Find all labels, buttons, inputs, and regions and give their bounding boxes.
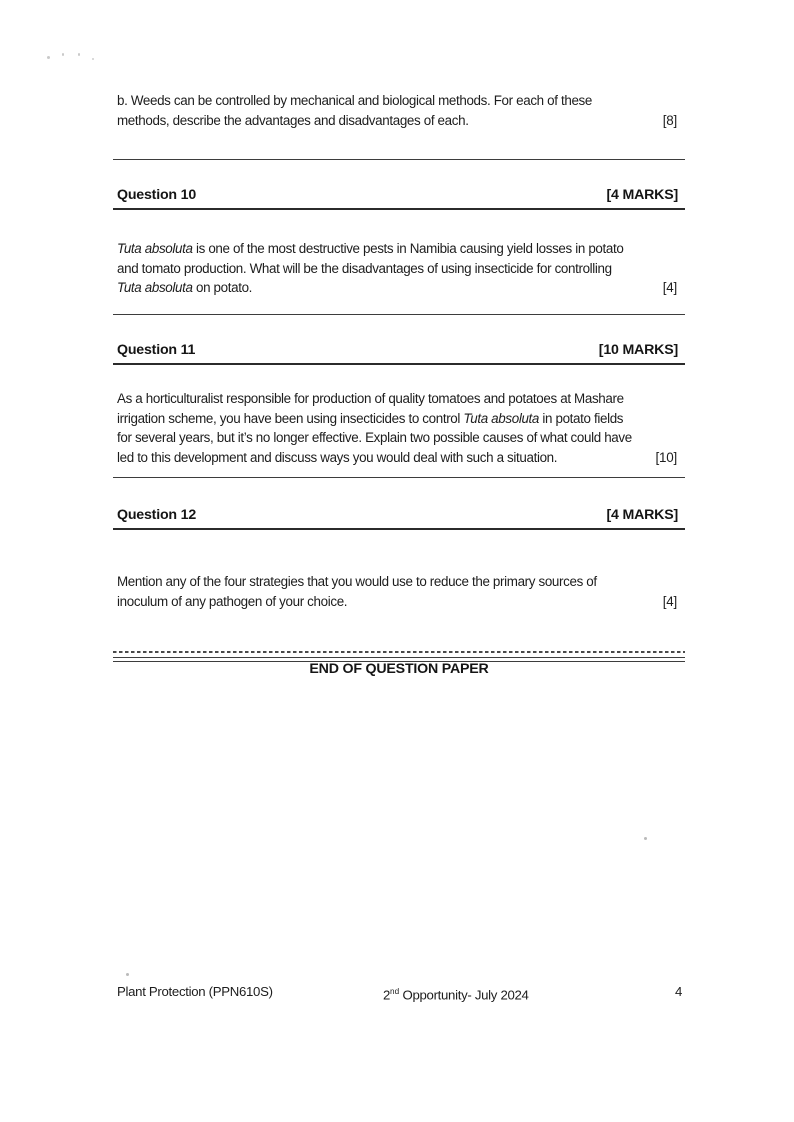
section-divider xyxy=(113,477,685,478)
text-segment: in potato fields xyxy=(539,410,624,426)
scan-speck xyxy=(126,973,129,976)
scan-speck xyxy=(62,53,64,56)
species-name: Tuta absoluta xyxy=(117,280,193,296)
text-segment: is one of the most destructive pests in Namibia causing yield losses in potato xyxy=(192,241,624,256)
question-10-label: Question 10 xyxy=(117,187,197,203)
question-12-marks: [4 MARKS] xyxy=(606,507,678,523)
section-divider xyxy=(113,314,685,315)
marks-value: [4] xyxy=(662,593,677,609)
question-11-label: Question 11 xyxy=(117,342,196,358)
scan-speck xyxy=(644,837,647,840)
marks-value: [8] xyxy=(662,112,677,128)
question-12-heading xyxy=(113,506,685,530)
text-segment: irrigation scheme, you have been using insecticides to control xyxy=(117,410,464,426)
text-line xyxy=(117,280,252,295)
section-divider xyxy=(113,159,685,160)
question-10-heading xyxy=(113,186,685,210)
footer-page-number: 4 xyxy=(675,984,683,999)
species-name: Tuta absoluta xyxy=(463,410,540,426)
text-line xyxy=(117,411,623,426)
text-line: for several years, but it’s no longer effective. Explain two possible causes of what could have xyxy=(117,430,632,446)
text-segment: Opportunity- July 2024 xyxy=(399,987,529,1003)
question-11-paragraph xyxy=(117,389,677,468)
footer-exam-session xyxy=(383,983,529,1004)
dashed-divider xyxy=(113,651,685,653)
text-line: led to this development and discuss ways you would deal with such a situation. xyxy=(117,450,558,466)
question-10-paragraph xyxy=(117,239,677,298)
species-name: Tuta absoluta xyxy=(117,241,193,256)
question-11-heading xyxy=(113,341,685,365)
question-11-marks: [10 MARKS] xyxy=(598,342,678,358)
scan-speck xyxy=(47,56,50,59)
footer-course-title: Plant Protection (PPN610S) xyxy=(117,984,273,999)
text-segment: 2 xyxy=(383,987,391,1003)
question-12-paragraph xyxy=(117,572,677,611)
text-line: methods, describe the advantages and disadvantages of each. xyxy=(117,112,469,128)
question-9b-paragraph xyxy=(117,91,677,130)
end-of-paper-banner: END OF QUESTION PAPER xyxy=(309,661,489,677)
text-line: As a horticulturalist responsible for production of quality tomatoes and potatoes at Mashare xyxy=(117,391,624,406)
scan-speck xyxy=(78,53,80,56)
marks-value: [10] xyxy=(655,450,677,466)
question-12-label: Question 12 xyxy=(117,507,197,523)
question-10-marks: [4 MARKS] xyxy=(606,187,678,203)
text-line: b. Weeds can be controlled by mechanical and biological methods. For each of these xyxy=(117,93,592,108)
scan-speck xyxy=(92,58,94,60)
text-line: Mention any of the four strategies that you would use to reduce the primary sources of xyxy=(117,574,597,589)
text-line: and tomato production. What will be the disadvantages of using insecticide for controlling xyxy=(117,260,612,276)
text-segment: on potato. xyxy=(192,280,253,296)
ordinal-superscript: nd xyxy=(390,987,400,996)
marks-value: [4] xyxy=(662,280,677,296)
text-line: inoculum of any pathogen of your choice. xyxy=(117,593,348,609)
text-line xyxy=(117,241,623,256)
